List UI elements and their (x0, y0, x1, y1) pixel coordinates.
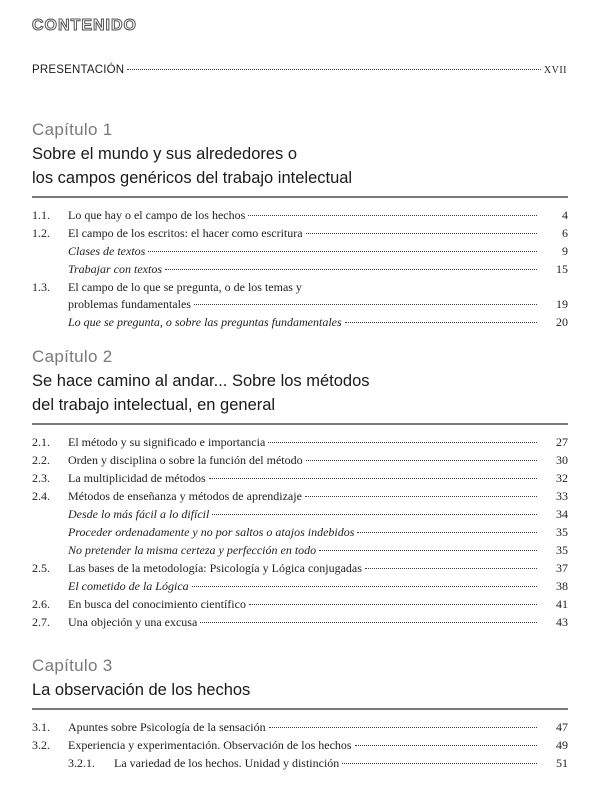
entry-page: 41 (556, 597, 568, 611)
dot-leader (194, 304, 537, 305)
entry-page: 30 (556, 453, 568, 467)
chapter-label: Capítulo 1 (32, 120, 113, 139)
toc-entry[interactable] (32, 559, 568, 577)
entry-title: La variedad de los hechos. Unidad y distinción (114, 756, 340, 770)
chapter-1 (32, 120, 568, 331)
entry-title-line: problemas fundamentales (68, 297, 191, 311)
toc-subentry[interactable] (32, 541, 568, 559)
entry-page: 32 (556, 471, 568, 485)
toc-subentry[interactable] (32, 242, 568, 260)
entry-page: 49 (556, 738, 568, 752)
toc-entry[interactable] (32, 469, 568, 487)
entry-number: 2.3. (32, 471, 50, 485)
chapter-rule (32, 196, 568, 198)
entry-number: 3.2.1. (68, 756, 95, 770)
entry-page: 38 (556, 579, 568, 593)
entry-title: Experiencia y experimentación. Observación de los hechos (68, 738, 352, 752)
entry-title: El método y su significado e importancia (68, 435, 266, 449)
dot-leader (342, 763, 537, 764)
chapter-title-line: La observación de los hechos (32, 681, 251, 699)
chapter-title-line: Sobre el mundo y sus alrededores o (32, 145, 298, 163)
entry-number: 2.5. (32, 561, 50, 575)
toc-entry[interactable] (32, 613, 568, 631)
entry-title: Proceder ordenadamente y no por saltos o atajos indebidos (68, 525, 355, 539)
dot-leader (200, 622, 537, 623)
dot-leader (248, 215, 537, 216)
dot-leader (165, 269, 537, 270)
toc-entry[interactable] (32, 718, 568, 736)
entry-title: Clases de textos (68, 244, 146, 258)
entry-title-line: El campo de lo que se pregunta, o de los temas y (68, 280, 302, 294)
toc-entry[interactable] (32, 433, 568, 451)
toc-subentry[interactable] (32, 523, 568, 541)
dot-leader (365, 568, 537, 569)
chapter-rule (32, 423, 568, 425)
chapter-3 (32, 656, 568, 772)
entry-title: El campo de los escritos: el hacer como escritura (68, 226, 303, 240)
chapter-label: Capítulo 3 (32, 656, 113, 675)
presentation-page: XVII (543, 65, 567, 76)
entry-page: 6 (562, 226, 568, 240)
entry-title: Trabajar con textos (68, 262, 163, 276)
entry-title: En busca del conocimiento científico (68, 597, 246, 611)
chapter-rule (32, 708, 568, 710)
toc-heading: CONTENIDO (32, 17, 137, 34)
toc-entry-presentation[interactable] (32, 64, 567, 76)
entry-page: 15 (556, 262, 568, 276)
toc-subentry[interactable] (32, 313, 568, 331)
dot-leader (357, 532, 537, 533)
dot-leader (306, 460, 537, 461)
toc-subentry[interactable] (32, 577, 568, 595)
entry-number: 2.7. (32, 615, 50, 629)
entry-title: El cometido de la Lógica (68, 579, 189, 593)
dot-leader (127, 69, 541, 70)
entry-page: 33 (556, 489, 568, 503)
entry-number: 2.1. (32, 435, 50, 449)
entry-page: 43 (556, 615, 568, 629)
entry-page: 20 (556, 315, 568, 329)
entry-page: 51 (556, 756, 568, 770)
entry-number: 1.1. (32, 208, 50, 222)
toc-entry[interactable] (32, 487, 568, 505)
entry-title: Lo que hay o el campo de los hechos (68, 208, 246, 222)
dot-leader (249, 604, 537, 605)
toc-entry[interactable] (32, 278, 568, 313)
entry-number: 2.2. (32, 453, 50, 467)
entry-page: 9 (562, 244, 568, 258)
entry-title: Métodos de enseñanza y métodos de aprendizaje (68, 489, 302, 503)
entry-number: 1.2. (32, 226, 50, 240)
toc-entry[interactable] (32, 224, 568, 242)
chapter-title-line: del trabajo intelectual, en general (32, 396, 276, 414)
toc-entry[interactable] (32, 451, 568, 469)
toc-subentry[interactable] (32, 505, 568, 523)
entry-title: Orden y disciplina o sobre la función del método (68, 453, 303, 467)
entry-number: 2.4. (32, 489, 50, 503)
dot-leader (209, 478, 537, 479)
toc-subentry[interactable] (32, 754, 568, 772)
entry-number: 2.6. (32, 597, 50, 611)
entry-page: 37 (556, 561, 568, 575)
entry-title: La multiplicidad de métodos (68, 471, 206, 485)
toc-entry[interactable] (32, 595, 568, 613)
chapter-label: Capítulo 2 (32, 347, 113, 366)
entry-page: 4 (562, 208, 568, 222)
entry-page: 35 (556, 543, 568, 557)
dot-leader (268, 442, 537, 443)
entry-number: 3.2. (32, 738, 50, 752)
entry-page: 27 (556, 435, 568, 449)
dot-leader (345, 322, 537, 323)
entry-title: Las bases de la metodología: Psicología y Lógica conjugadas (68, 561, 362, 575)
toc-entry[interactable] (32, 736, 568, 754)
entry-title: Apuntes sobre Psicología de la sensación (68, 720, 266, 734)
chapter-title-line: Se hace camino al andar... Sobre los métodos (32, 372, 370, 390)
dot-leader (319, 550, 537, 551)
entry-number: 1.3. (32, 280, 50, 294)
dot-leader (192, 586, 537, 587)
toc-entry[interactable] (32, 206, 568, 224)
entry-page: 34 (556, 507, 568, 521)
entry-title: Una objeción y una excusa (68, 615, 198, 629)
dot-leader (148, 251, 537, 252)
toc-subentry[interactable] (32, 260, 568, 278)
dot-leader (306, 233, 537, 234)
dot-leader (212, 514, 537, 515)
dot-leader (355, 745, 537, 746)
dot-leader (269, 727, 537, 728)
entry-number: 3.1. (32, 720, 50, 734)
entry-page: 19 (556, 297, 568, 311)
entry-page: 47 (556, 720, 568, 734)
chapter-title-line: los campos genéricos del trabajo intelectual (32, 169, 353, 187)
entry-title: Desde lo más fácil a lo difícil (68, 507, 210, 521)
entry-title: Lo que se pregunta, o sobre las preguntas fundamentales (68, 315, 342, 329)
chapter-2 (32, 347, 568, 631)
entry-title: No pretender la misma certeza y perfección en todo (68, 543, 317, 557)
entry-page: 35 (556, 525, 568, 539)
presentation-title: PRESENTACIÓN (32, 64, 125, 76)
dot-leader (305, 496, 537, 497)
